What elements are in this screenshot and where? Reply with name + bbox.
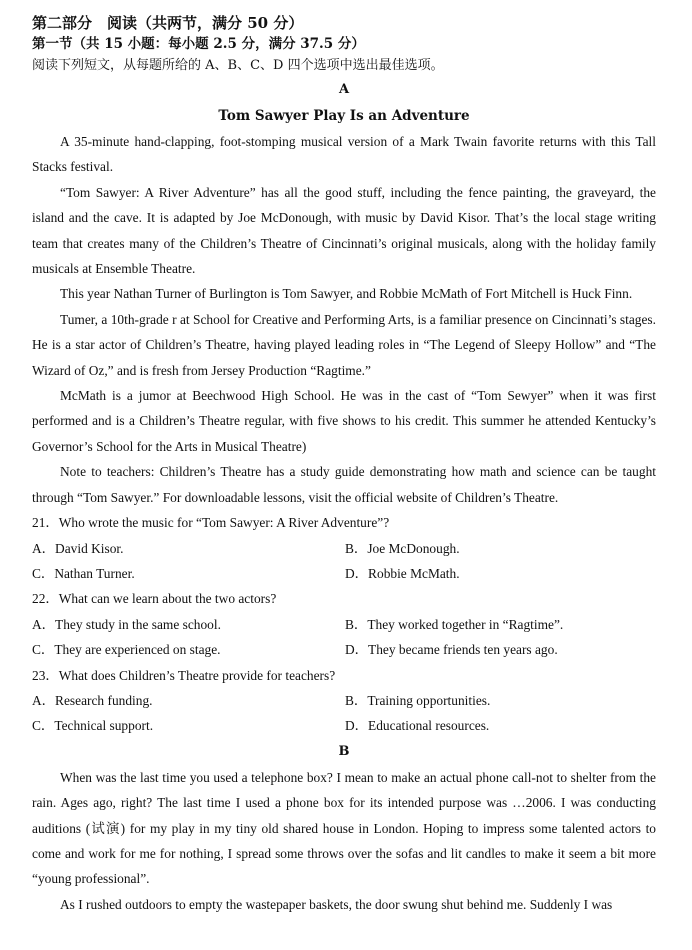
option-a: A．Research funding.	[32, 692, 153, 708]
instructions: 阅读下列短文，从每题所给的 A、B、C、D 四个选项中选出最佳选项。	[32, 58, 444, 73]
passage-b-letter: B	[338, 743, 350, 759]
option-c: C．Nathan Turner.	[32, 565, 135, 581]
question-21-options	[32, 536, 656, 587]
passage-a-title: Tom Sawyer Play Is an Adventure	[218, 108, 470, 124]
passage-b-paragraph: When was the last time you used a telephone box? I mean to make an actual phone call-not to shelter from the rain. Ages ago, right? The last time I used a phone box for its intended purpose was …2006. I was conducting auditions (试演) for my play in my tiny old shared house in London. Hoping to impress some talented actors to come and work for me for nothing, I spread some throws over the sofas and lit candles to make it seem a bit more “young professional”.	[32, 769, 656, 887]
question-23-options	[32, 688, 656, 739]
passage-a-letter: A	[338, 82, 350, 97]
part-title: 第二部分 阅读（共两节，满分 50 分）	[32, 14, 304, 32]
question-22-stem: 22．What can we learn about the two actors?	[32, 591, 277, 607]
passage-a-paragraph: A 35-minute hand-clapping, foot-stomping musical version of a Mark Twain favorite returns with this Tall Stacks festival.	[32, 134, 656, 175]
passage-a-paragraph: “Tom Sawyer: A River Adventure” has all the good stuff, including the fence painting, the graveyard, the island and the cave. It is adapted by Joe McDonough, with music by David Kisor. That’s the local stage writing team that creates many of the Children’s Theatre of Cincinnati’s original musicals, along with the holiday family musicals at Ensemble Theatre.	[32, 184, 656, 277]
passage-a-paragraph: Note to teachers: Children’s Theatre has a study guide demonstrating how math and science can be taught through “Tom Sawyer.” For downloadable lessons, visit the official website of Children’s Theatre.	[32, 464, 656, 505]
question-23-stem: 23．What does Children’s Theatre provide for teachers?	[32, 667, 336, 683]
option-a: A．David Kisor.	[32, 540, 124, 556]
question-21-stem: 21．Who wrote the music for “Tom Sawyer: A River Adventure”?	[32, 515, 390, 531]
option-c: C．They are experienced on stage.	[32, 642, 221, 658]
section-title: 第一节（共 15 小题：每小题 2.5 分，满分 37.5 分）	[32, 36, 365, 52]
passage-b-paragraph: As I rushed outdoors to empty the wastepaper baskets, the door swung shut behind me. Suddenly I was	[60, 896, 613, 912]
passage-a-paragraph: McMath is a jumor at Beechwood High School. He was in the cast of “Tom Sewyer” when it was first performed and is a Children’s Theatre regular, with five shows to his credit. This summer he attended Kentucky’s Governor’s School for the Arts in Musical Theatre)	[32, 388, 656, 454]
option-d: D．They became friends ten years ago.	[345, 642, 558, 658]
option-d: D．Robbie McMath.	[345, 565, 460, 581]
question-22-options	[32, 612, 656, 663]
option-b: B．They worked together in “Ragtime”.	[345, 616, 564, 632]
option-a: A．They study in the same school.	[32, 616, 221, 632]
option-b: B．Joe McDonough.	[345, 540, 460, 556]
passage-a-paragraph: This year Nathan Turner of Burlington is Tom Sawyer, and Robbie McMath of Fort Mitchell is Huck Finn.	[60, 286, 633, 302]
option-b: B．Training opportunities.	[345, 692, 491, 708]
option-d: D．Educational resources.	[345, 718, 490, 734]
option-c: C．Technical support.	[32, 718, 154, 734]
passage-a-paragraph: Tumer, a 10th-grade r at School for Creative and Performing Arts, is a familiar presence on Cincinnati’s stages. He is a star actor of Children’s Theatre, having played leading roles in “The Legend of Sleepy Hollow” and “The Wizard of Oz,” and is fresh from Jersey Production “Ragtime.”	[32, 311, 656, 378]
